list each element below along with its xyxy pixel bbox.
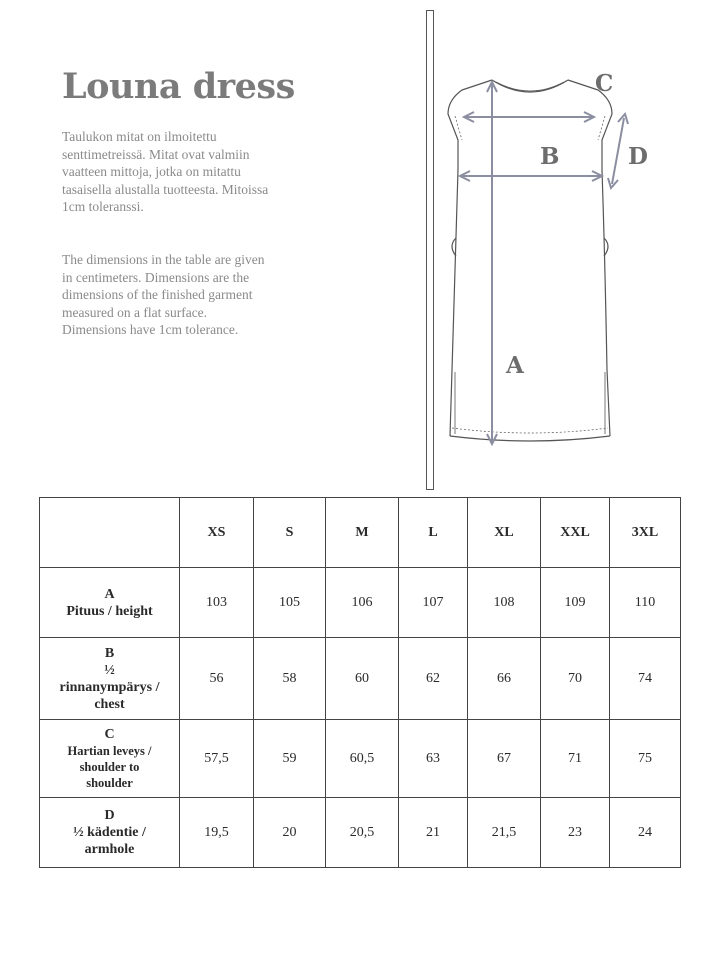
value-b-xl: 66 xyxy=(468,638,541,720)
value-a-xxl: 109 xyxy=(541,568,610,638)
value-c-3xl: 75 xyxy=(610,720,681,798)
value-a-xl: 108 xyxy=(468,568,541,638)
size-header-row xyxy=(40,498,681,568)
value-c-s: 59 xyxy=(254,720,326,798)
row-name-b-2: rinnanympärys / xyxy=(59,679,160,695)
row-label-d xyxy=(40,798,180,868)
size-header-s: S xyxy=(254,498,326,568)
row-name-d-2: armhole xyxy=(84,842,135,857)
value-c-xxl: 71 xyxy=(541,720,610,798)
value-d-s: 20 xyxy=(254,798,326,868)
value-b-s: 58 xyxy=(254,638,326,720)
description-english: The dimensions in the table are given in centimeters. Dimensions are the dimensions of the finished garment measured on a flat surface. Dimensions have 1cm tolerance. xyxy=(62,252,265,337)
size-header-xs: XS xyxy=(180,498,254,568)
dimension-label-c: C xyxy=(595,70,614,97)
value-c-xl: 67 xyxy=(468,720,541,798)
size-header-3xl: 3XL xyxy=(610,498,681,568)
value-a-l: 107 xyxy=(399,568,468,638)
value-a-s: 105 xyxy=(254,568,326,638)
page-title: Louna dress xyxy=(62,66,295,107)
row-name-c-1: Hartian leveys / xyxy=(67,744,152,758)
row-name-a: Pituus / height xyxy=(66,603,153,619)
header-empty-cell xyxy=(40,498,180,568)
value-c-m: 60,5 xyxy=(326,720,399,798)
value-b-m: 60 xyxy=(326,638,399,720)
divider-bar xyxy=(426,10,434,490)
row-label-c xyxy=(40,720,180,798)
table-row-shoulder xyxy=(40,720,681,798)
dimension-label-d: D xyxy=(628,143,648,170)
dimension-label-a: A xyxy=(506,352,524,379)
row-letter-d: D xyxy=(104,808,115,823)
dimension-label-b: B xyxy=(540,143,560,170)
value-b-3xl: 74 xyxy=(610,638,681,720)
dress-sketch xyxy=(436,60,656,470)
row-name-c-2: shoulder to xyxy=(79,760,140,774)
value-c-xs: 57,5 xyxy=(180,720,254,798)
value-a-3xl: 110 xyxy=(610,568,681,638)
table-row-armhole xyxy=(40,798,681,868)
value-b-xs: 56 xyxy=(180,638,254,720)
row-letter-a: A xyxy=(104,586,115,602)
row-letter-b: B xyxy=(104,645,115,661)
value-d-3xl: 24 xyxy=(610,798,681,868)
value-b-xxl: 70 xyxy=(541,638,610,720)
size-header-m: M xyxy=(326,498,399,568)
value-b-l: 62 xyxy=(399,638,468,720)
size-header-xl: XL xyxy=(468,498,541,568)
size-header-xxl: XXL xyxy=(541,498,610,568)
value-a-m: 106 xyxy=(326,568,399,638)
row-label-b xyxy=(40,638,180,720)
row-letter-c: C xyxy=(104,727,115,742)
value-d-xxl: 23 xyxy=(541,798,610,868)
table-row-length xyxy=(40,568,681,638)
size-table xyxy=(39,497,681,868)
value-a-xs: 103 xyxy=(180,568,254,638)
row-name-b-3: chest xyxy=(94,696,125,712)
value-d-l: 21 xyxy=(399,798,468,868)
value-c-l: 63 xyxy=(399,720,468,798)
value-d-xs: 19,5 xyxy=(180,798,254,868)
row-name-d-1: ½ kädentie / xyxy=(73,825,146,840)
row-name-c-3: shoulder xyxy=(86,776,133,790)
row-label-a xyxy=(40,568,180,638)
size-header-l: L xyxy=(399,498,468,568)
table-row-chest xyxy=(40,638,681,720)
value-d-xl: 21,5 xyxy=(468,798,541,868)
row-name-b-1: ½ xyxy=(104,662,115,678)
value-d-m: 20,5 xyxy=(326,798,399,868)
description-finnish: Taulukon mitat on ilmoitettu senttimetreissä. Mitat ovat valmiin vaatteen mittoja, jotka on mitattu tasaisella alustalla tuotteesta. Mitoissa 1cm toleranssi. xyxy=(62,129,269,214)
